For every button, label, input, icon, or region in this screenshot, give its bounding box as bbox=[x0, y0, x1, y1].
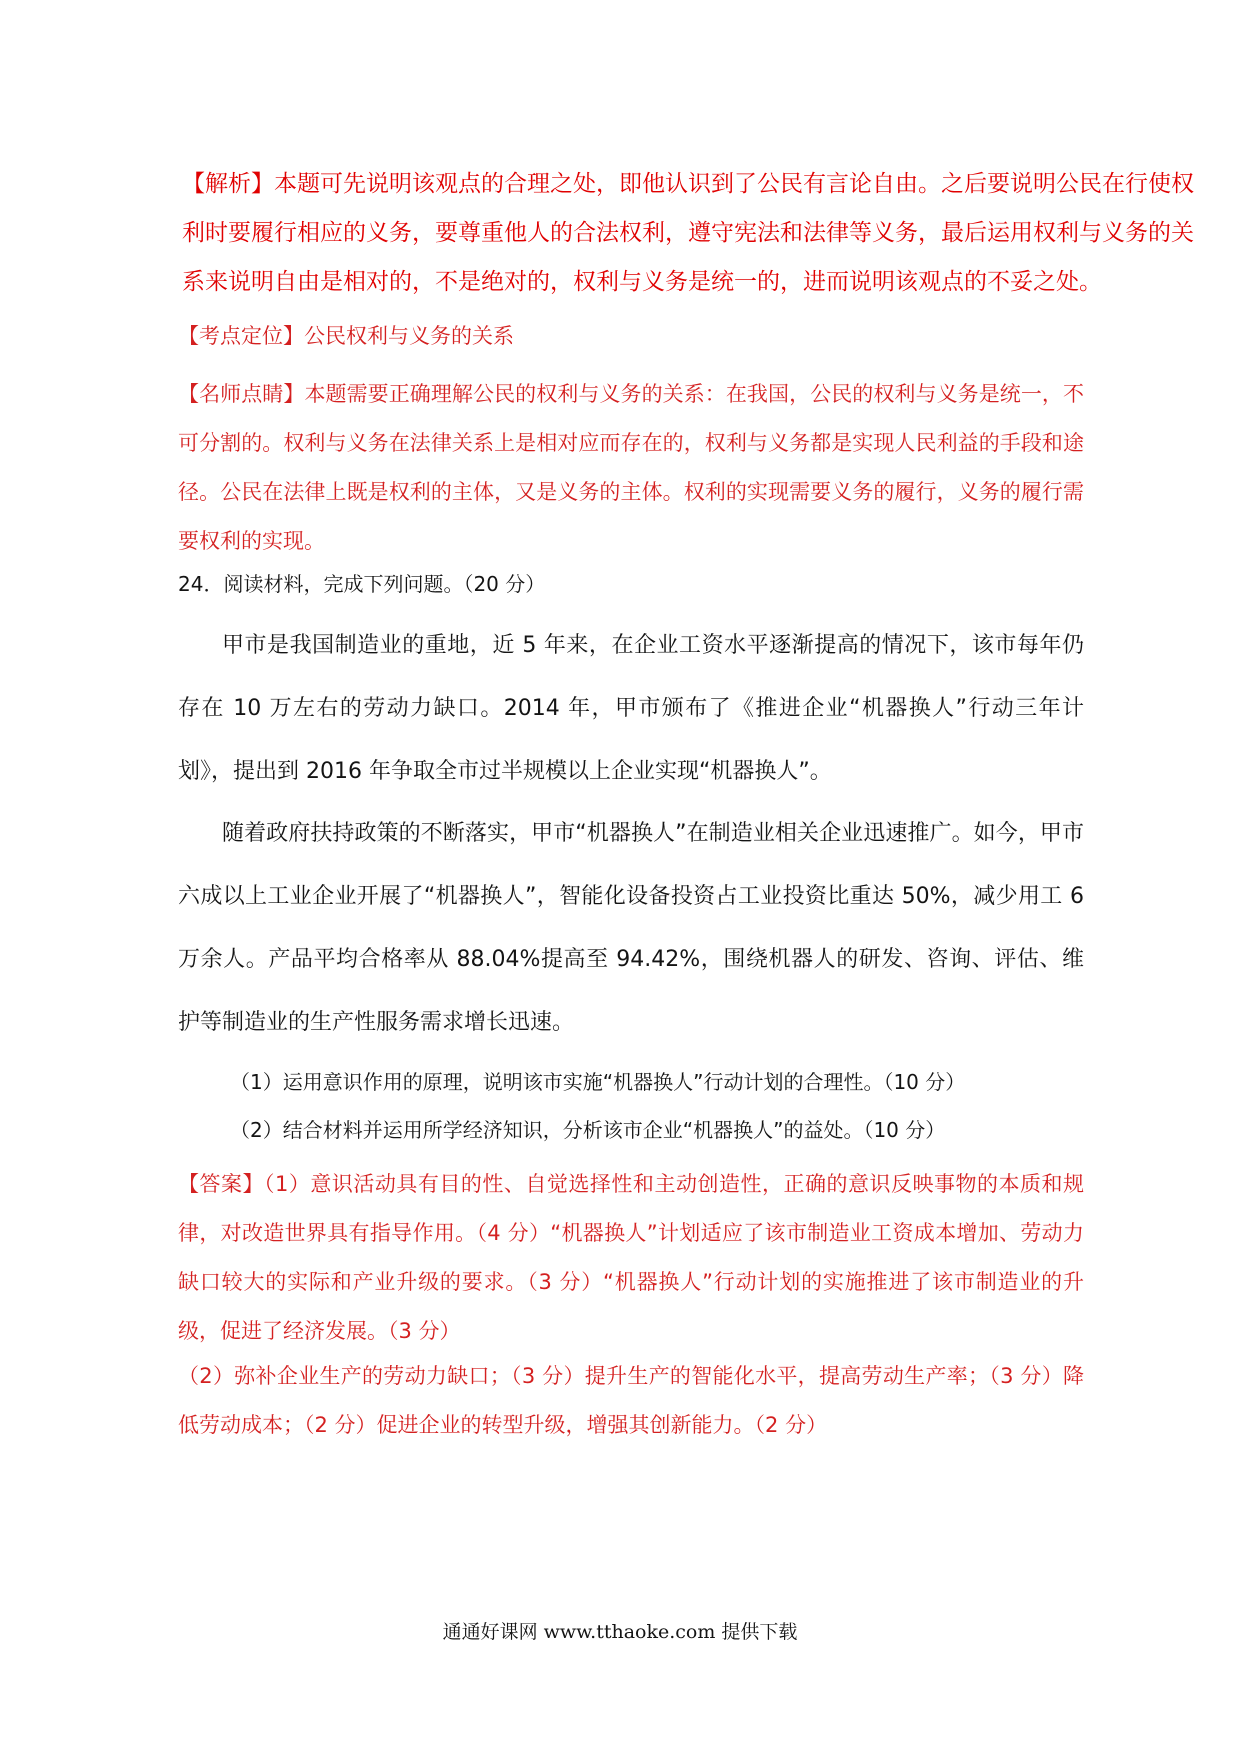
teacher-note-text: 本题需要正确理解公民的权利与义务的关系：在我国，公民的权利与义务是统一，不可分割的。权利与义务在法律关系上是相对应而存在的，权利与义务都是实现人民利益的手段和途径。公民在法律上既是权利的主体，又是义务的主体。权利的实现需要义务的履行，义务的履行需要权利的实现。 bbox=[178, 382, 1085, 553]
analysis-text: 本题可先说明该观点的合理之处，即他认识到了公民有言论自由。之后要说明公民在行使权利时要履行相应的义务，要尊重他人的合法权利，遵守宪法和法律等义务，最后运用权利与义务的关系来说明自由是相对的，不是绝对的，权利与义务是统一的，进而说明该观点的不妥之处。 bbox=[182, 171, 1194, 295]
exam-point-text: 公民权利与义务的关系 bbox=[304, 324, 514, 348]
analysis-label: 【解析】 bbox=[182, 171, 274, 197]
answer-part-1-text: （1）意识活动具有目的性、自觉选择性和主动创造性，正确的意识反映事物的本质和规律，对改造世界具有指导作用。（4 分）“机器换人”计划适应了该市制造业工资成本增加、劳动力缺口较大的实际和产业升级的要求。（3 分）“机器换人”行动计划的实施推进了该市制造业的升级，促进了经济发展。（3 分） bbox=[178, 1172, 1085, 1343]
analysis-paragraph bbox=[182, 160, 1202, 307]
exam-point-label: 【考点定位】 bbox=[178, 324, 304, 348]
answer-paragraph-1 bbox=[178, 1160, 1084, 1356]
answer-paragraph-2: （2）弥补企业生产的劳动力缺口；（3 分）提升生产的智能化水平，提高劳动生产率；（3 分）降低劳动成本；（2 分）促进企业的转型升级，增强其创新能力。（2 分） bbox=[178, 1364, 1084, 1437]
subquestion-1: （1）运用意识作用的原理，说明该市实施“机器换人”行动计划的合理性。（10 分） bbox=[230, 1070, 966, 1094]
page-footer: 通通好课网 www.tthaoke.com 提供下载 bbox=[442, 1621, 798, 1643]
exam-point-line bbox=[178, 318, 1138, 354]
teacher-note-paragraph bbox=[178, 370, 1084, 566]
question-24-heading: 24．阅读材料，完成下列问题。（20 分） bbox=[178, 572, 546, 596]
answer-label: 【答案】 bbox=[178, 1172, 265, 1196]
material-paragraph-1: 甲市是我国制造业的重地，近 5 年来，在企业工资水平逐渐提高的情况下，该市每年仍存在 10 万左右的劳动力缺口。2014 年，甲市颁布了《推进企业“机器换人”行动三年计划》，提出到 2016 年争取全市过半规模以上企业实现“机器换人”。 bbox=[178, 633, 1084, 784]
teacher-note-label: 【名师点睛】 bbox=[178, 382, 305, 406]
material-paragraph-2: 随着政府扶持政策的不断落实，甲市“机器换人”在制造业相关企业迅速推广。如今，甲市六成以上工业企业开展了“机器换人”，智能化设备投资占工业投资比重达 50%，减少用工 6 万余人。产品平均合格率从 88.04%提高至 94.42%，围绕机器人的研发、咨询、评估、维护等制造业的生产性服务需求增长迅速。 bbox=[178, 821, 1084, 1035]
subquestion-2: （2）结合材料并运用所学经济知识，分析该市企业“机器换人”的益处。（10 分） bbox=[230, 1118, 946, 1142]
